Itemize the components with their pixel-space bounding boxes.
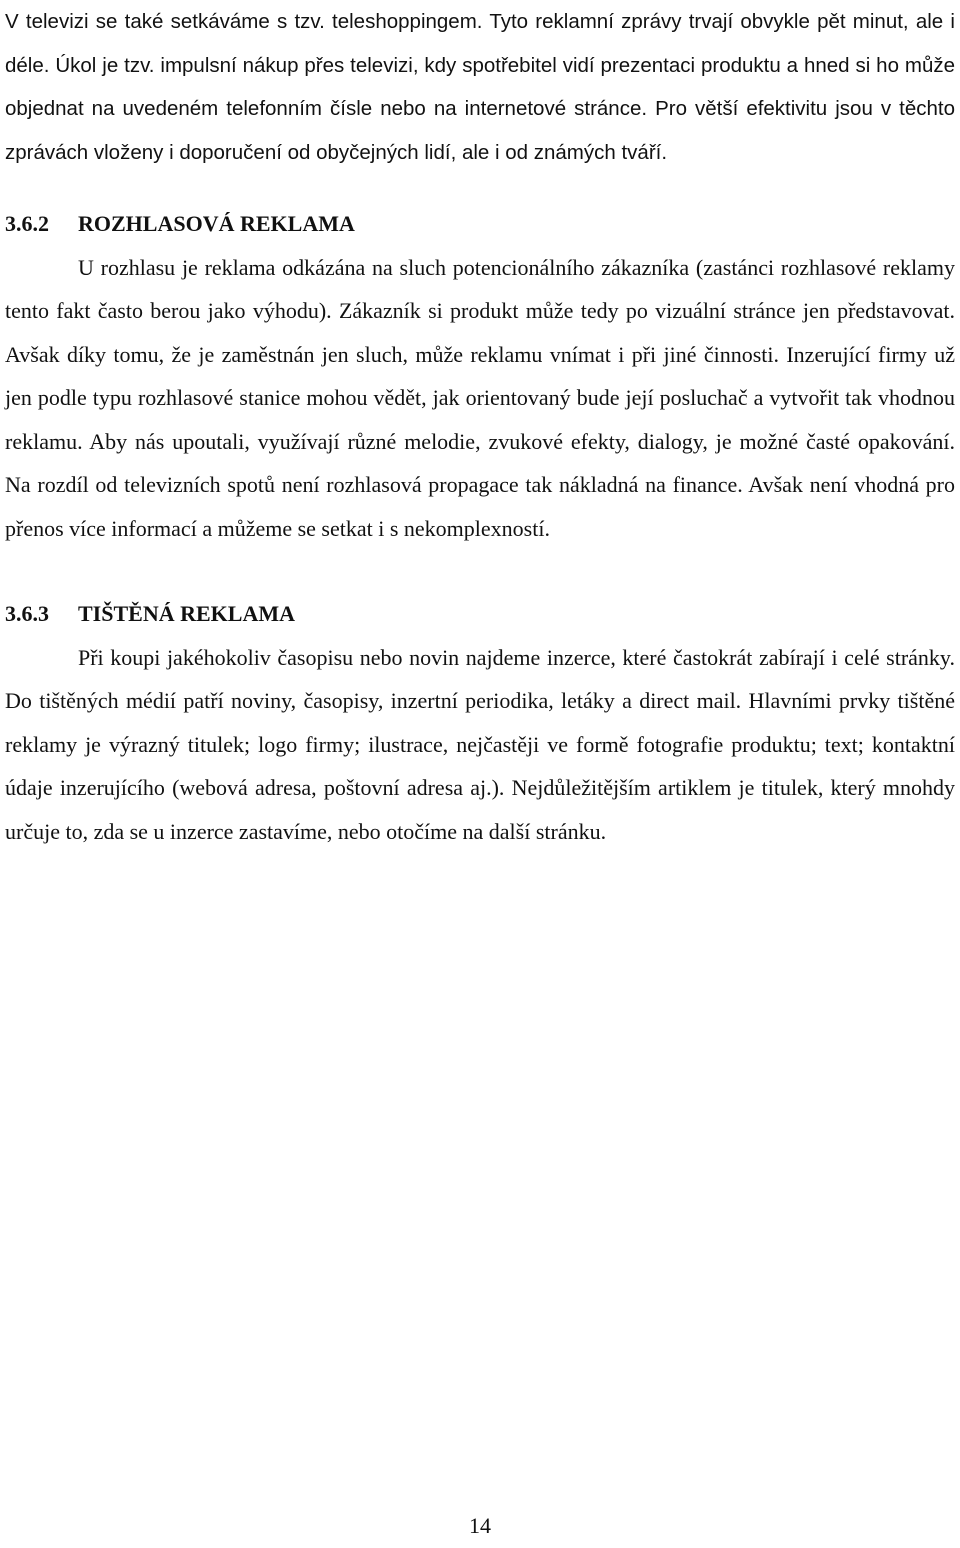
section-title: ROZHLASOVÁ REKLAMA bbox=[78, 211, 355, 236]
section-title: TIŠTĚNÁ REKLAMA bbox=[78, 601, 295, 626]
section-heading-rozhlasova-reklama bbox=[5, 202, 955, 246]
document-page bbox=[5, 0, 955, 853]
section-number: 3.6.2 bbox=[5, 211, 49, 236]
paragraph-tistena-reklama: Při koupi jakéhokoliv časopisu nebo novin najdeme inzerce, které častokrát zabírají i celé stránky. Do tištěných médií patří noviny, časopisy, inzertní periodika, letáky a direct mail. Hlavními prvky tištěné reklamy je výrazný titulek; logo firmy; ilustrace, nejčastěji ve formě fotografie produktu; text; kontaktní údaje inzerujícího (webová adresa, poštovní adresa aj.). Nejdůležitějším artiklem je titulek, který mnohdy určuje to, zda se u inzerce zastavíme, nebo otočíme na další stránku. bbox=[5, 644, 955, 844]
page-number: 14 bbox=[469, 1513, 491, 1538]
section-number: 3.6.3 bbox=[5, 601, 49, 626]
paragraph-teleshopping: V televizi se také setkáváme s tzv. teleshoppingem. Tyto reklamní zprávy trvají obvykle pět minut, ale i déle. Úkol je tzv. impulsní nákup přes televizi, kdy spotřebitel vidí prezentaci produktu a hned si ho může objednat na uvedeném telefonním čísle nebo na internetové stránce. Pro větší efektivitu jsou v těchto zprávách vloženy i doporučení od obyčejných lidí, ale i od známých tváří. bbox=[5, 10, 955, 164]
section-heading-tistena-reklama bbox=[5, 592, 955, 636]
paragraph-rozhlasova-reklama: U rozhlasu je reklama odkázána na sluch potencionálního zákazníka (zastánci rozhlasové reklamy tento fakt často berou jako výhodu). Zákazník si produkt může tedy po vizuální stránce jen představovat. Avšak díky tomu, že je zaměstnán jen sluch, může reklamu vnímat i při jiné činnosti. Inzerující firmy už jen podle typu rozhlasové stanice mohou vědět, jak orientovaný bude její posluchač a vytvořit tak vhodnou reklamu. Aby nás upoutali, využívají různé melodie, zvukové efekty, dialogy, je možné časté opakování. Na rozdíl od televizních spotů není rozhlasová propagace tak nákladná na finance. Avšak není vhodná pro přenos více informací a můžeme se setkat i s nekomplexností. bbox=[5, 254, 955, 541]
